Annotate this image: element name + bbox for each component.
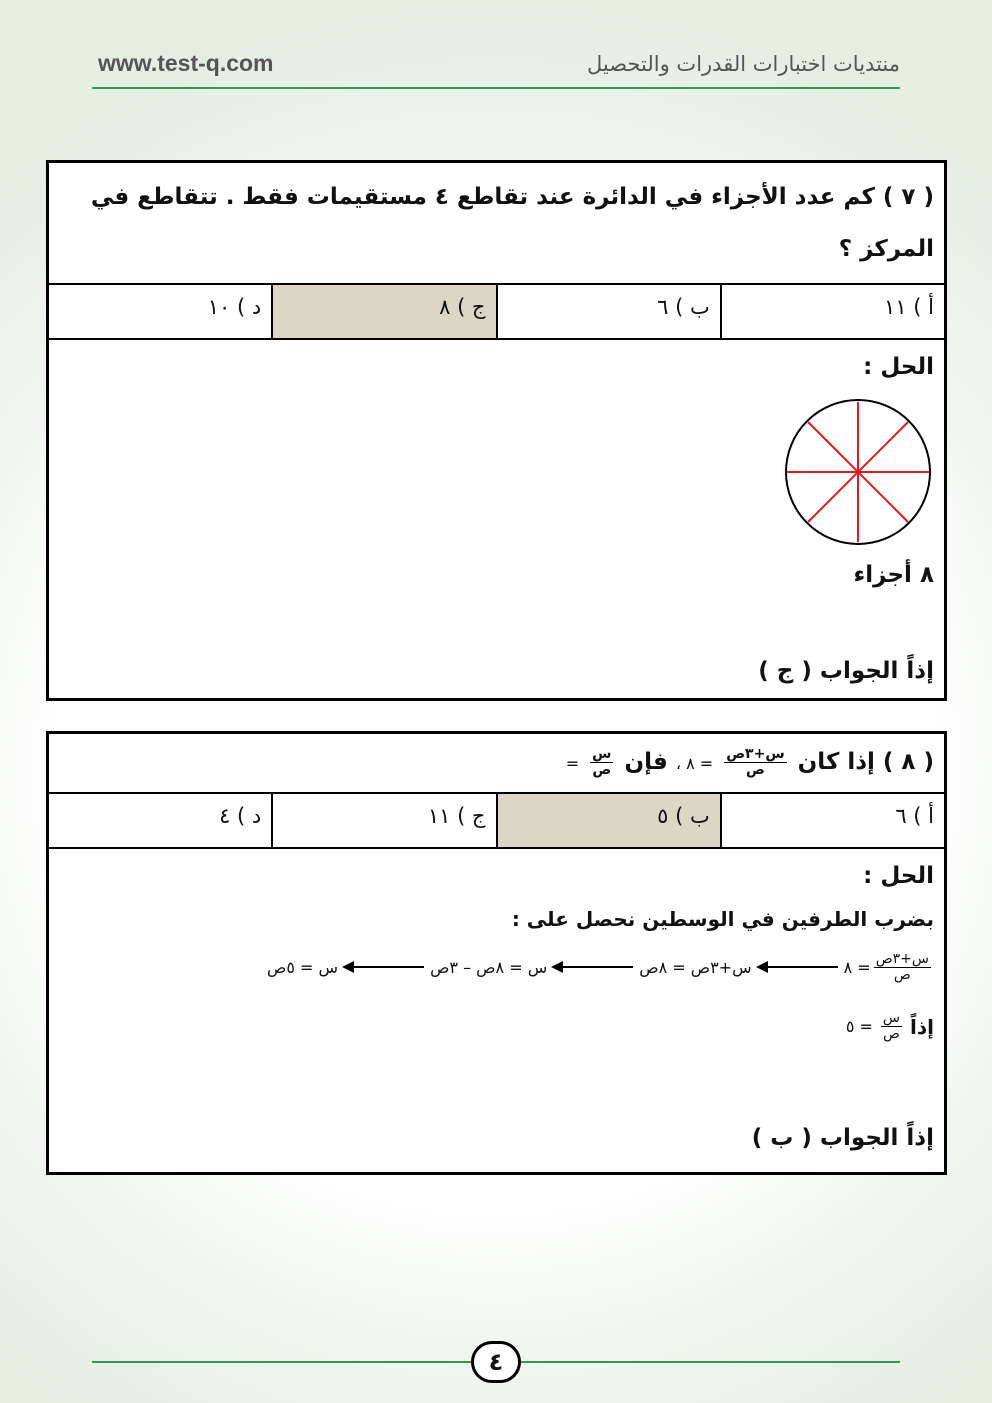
question-8-box <box>46 731 947 1175</box>
q8-fraction-2-den: ص <box>592 762 612 778</box>
question-7-text <box>49 163 944 285</box>
q8-prefix: ( ٨ ) إذا كان <box>797 749 934 775</box>
q8-fraction-1 <box>724 747 786 778</box>
question-7-box <box>46 160 947 701</box>
question-7-options <box>49 285 944 340</box>
q8-derivation-chain <box>64 950 934 983</box>
q8-fraction-1-num: س+٣ص <box>726 746 785 762</box>
q7-solution-label: الحل : <box>863 354 934 380</box>
q8-mid: فإن <box>624 749 668 775</box>
question-7-solution <box>49 340 944 698</box>
question-8-options <box>49 794 944 849</box>
site-url[interactable]: www.test-q.com <box>98 50 274 76</box>
q7-option-b[interactable]: ب ) ٦ <box>496 285 720 338</box>
q8-conclusion-num: س <box>882 1010 901 1026</box>
page-number: ٤ <box>471 1341 521 1383</box>
chain-step3: س = ٨ص – ٣ص <box>430 957 548 977</box>
q8-conclusion-value: = ٥ <box>845 1017 873 1036</box>
q7-result: ٨ أجزاء <box>853 562 934 588</box>
q8-fraction-2 <box>590 747 613 778</box>
q8-option-b-selected[interactable]: ب ) ٥ <box>496 794 720 847</box>
q8-answer: إذاً الجواب ( ب ) <box>751 1125 934 1151</box>
q8-equals-8: = ٨ ، <box>675 754 714 773</box>
header-divider <box>92 87 900 89</box>
question-8-text <box>49 734 944 794</box>
q8-conclusion-prefix: إذاً <box>910 1014 934 1039</box>
q8-fraction-1-den: ص <box>746 762 765 778</box>
q8-conclusion-fraction <box>881 1011 902 1042</box>
arrow-left-icon <box>553 966 633 968</box>
q7-option-c-selected[interactable]: ج ) ٨ <box>271 285 495 338</box>
chain-step4: س = ٥ص <box>267 957 339 977</box>
q8-option-c[interactable]: ج ) ١١ <box>271 794 495 847</box>
q7-option-a[interactable]: أ ) ١١ <box>720 285 944 338</box>
arrow-left-icon <box>758 966 838 968</box>
q8-step-text: بضرب الطرفين في الوسطين نحصل على : <box>511 907 934 931</box>
question-7-line-1: ( ٧ ) كم عدد الأجزاء في الدائرة عند تقاطع ٤ مستقيمات فقط . تتقاطع في <box>90 184 934 210</box>
chain-fraction <box>874 952 931 983</box>
q8-conclusion <box>846 1011 934 1042</box>
circle-diagram <box>782 398 934 546</box>
question-8-solution <box>49 849 944 1172</box>
arrow-left-icon <box>344 966 424 968</box>
q8-fraction-2-num: س <box>592 746 612 762</box>
q8-option-d[interactable]: د ) ٤ <box>219 804 262 828</box>
site-title: منتديات اختبارات القدرات والتحصيل <box>587 52 900 76</box>
chain-fraction-den: ص <box>893 966 911 983</box>
chain-eq1: = ٨ <box>843 957 871 977</box>
q8-conclusion-den: ص <box>883 1026 900 1042</box>
q8-solution-label: الحل : <box>863 863 934 889</box>
chain-fraction-num: س+٣ص <box>875 950 929 967</box>
q7-answer: إذاً الجواب ( ج ) <box>758 658 934 684</box>
chain-step2: س+٣ص = ٨ص <box>639 957 752 977</box>
q8-option-a[interactable]: أ ) ٦ <box>720 794 944 847</box>
q7-option-d[interactable]: د ) ١٠ <box>207 295 262 319</box>
question-7-line-2: المركز ؟ <box>838 236 934 262</box>
q8-suffix: = <box>565 754 580 773</box>
